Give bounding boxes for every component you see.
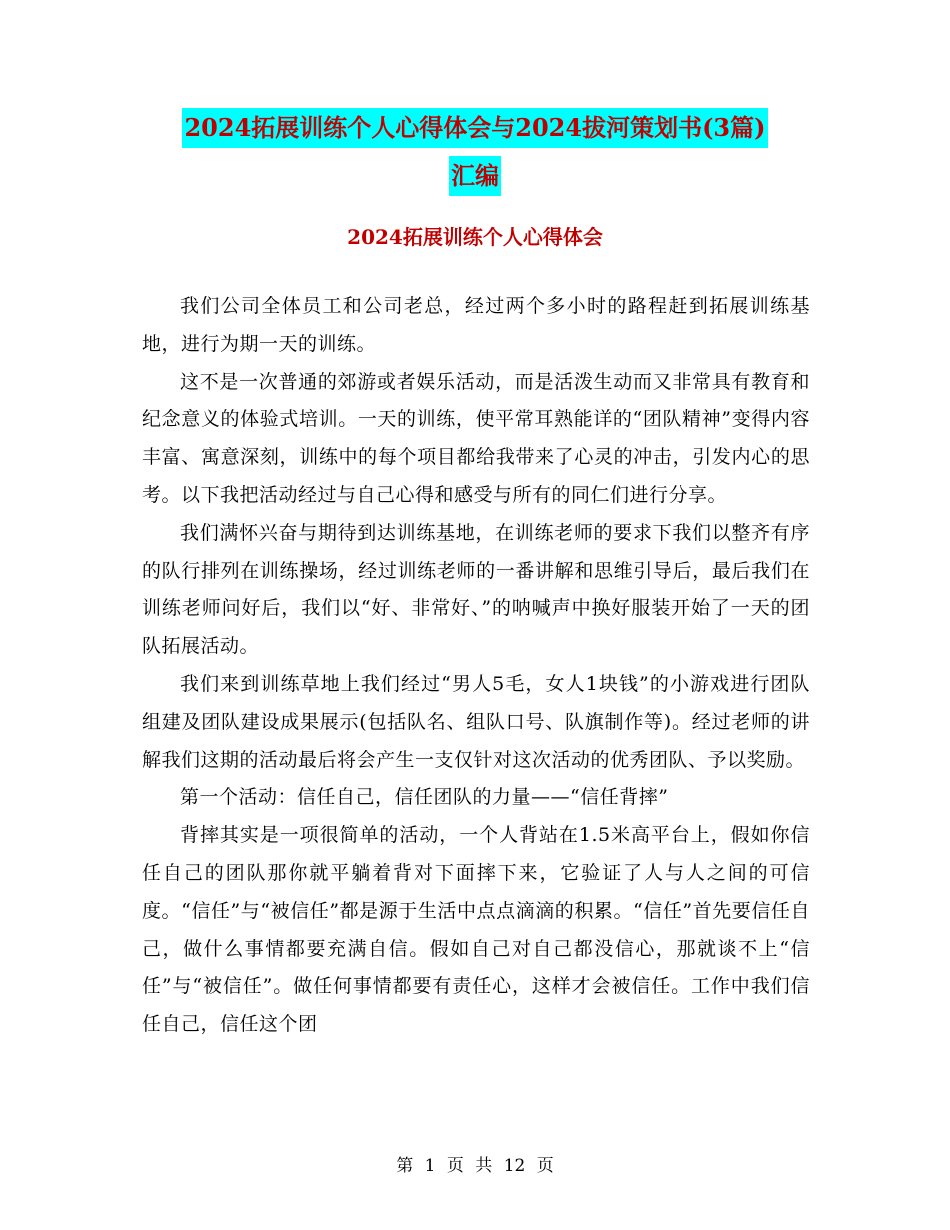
body-text: [142, 288, 810, 1044]
paragraph: 第一个活动：信任自己，信任团队的力量——“信任背摔”: [180, 786, 669, 809]
title-line-2: 汇编: [449, 156, 501, 196]
page-footer: 第 1 页 共 12 页: [396, 1156, 554, 1176]
section-heading: 2024拓展训练个人心得体会: [347, 225, 603, 249]
paragraph: 背摔其实是一项很简单的活动，一个人背站在1.5米高平台上，假如你信任自己的团队那你就平躺着背对下面摔下来，它验证了人与人之间的可信度。“信任”与“被信任”都是源于生活中点点滴滴的积累。“信任”首先要信任自己，做什么事情都要充满自信。假如自己对自己都没信心，那就谈不上“信任”与“被信任”。做任何事情都要有责任心，这样才会被信任。工作中我们信任自己，信任这个团: [142, 824, 810, 1036]
paragraph: 我们公司全体员工和公司老总，经过两个多小时的路程赶到拓展训练基地，进行为期一天的训练。: [142, 295, 810, 355]
paragraph: 我们满怀兴奋与期待到达训练基地，在训练老师的要求下我们以整齐有序的队行排列在训练操场，经过训练老师的一番讲解和思维引导后，最后我们在训练老师问好后，我们以“好、非常好、”的呐喊声中换好服装开始了一天的团队拓展活动。: [142, 521, 810, 658]
paragraph: 这不是一次普通的郊游或者娱乐活动，而是活泼生动而又非常具有教育和纪念意义的体验式培训。一天的训练，使平常耳熟能详的“团队精神”变得内容丰富、寓意深刻，训练中的每个项目都给我带来了心灵的冲击，引发内心的思考。以下我把活动经过与自己心得和感受与所有的同仁们进行分享。: [142, 370, 810, 506]
document-title: [0, 108, 950, 204]
paragraph: 我们来到训练草地上我们经过“男人5毛，女人1块钱”的小游戏进行团队组建及团队建设成果展示(包括队名、组队口号、队旗制作等)。经过老师的讲解我们这期的活动最后将会产生一支仅针对这次活动的优秀团队、予以奖励。: [142, 672, 810, 771]
title-line-1: 2024拓展训练个人心得体会与2024拔河策划书(3篇): [182, 108, 767, 148]
